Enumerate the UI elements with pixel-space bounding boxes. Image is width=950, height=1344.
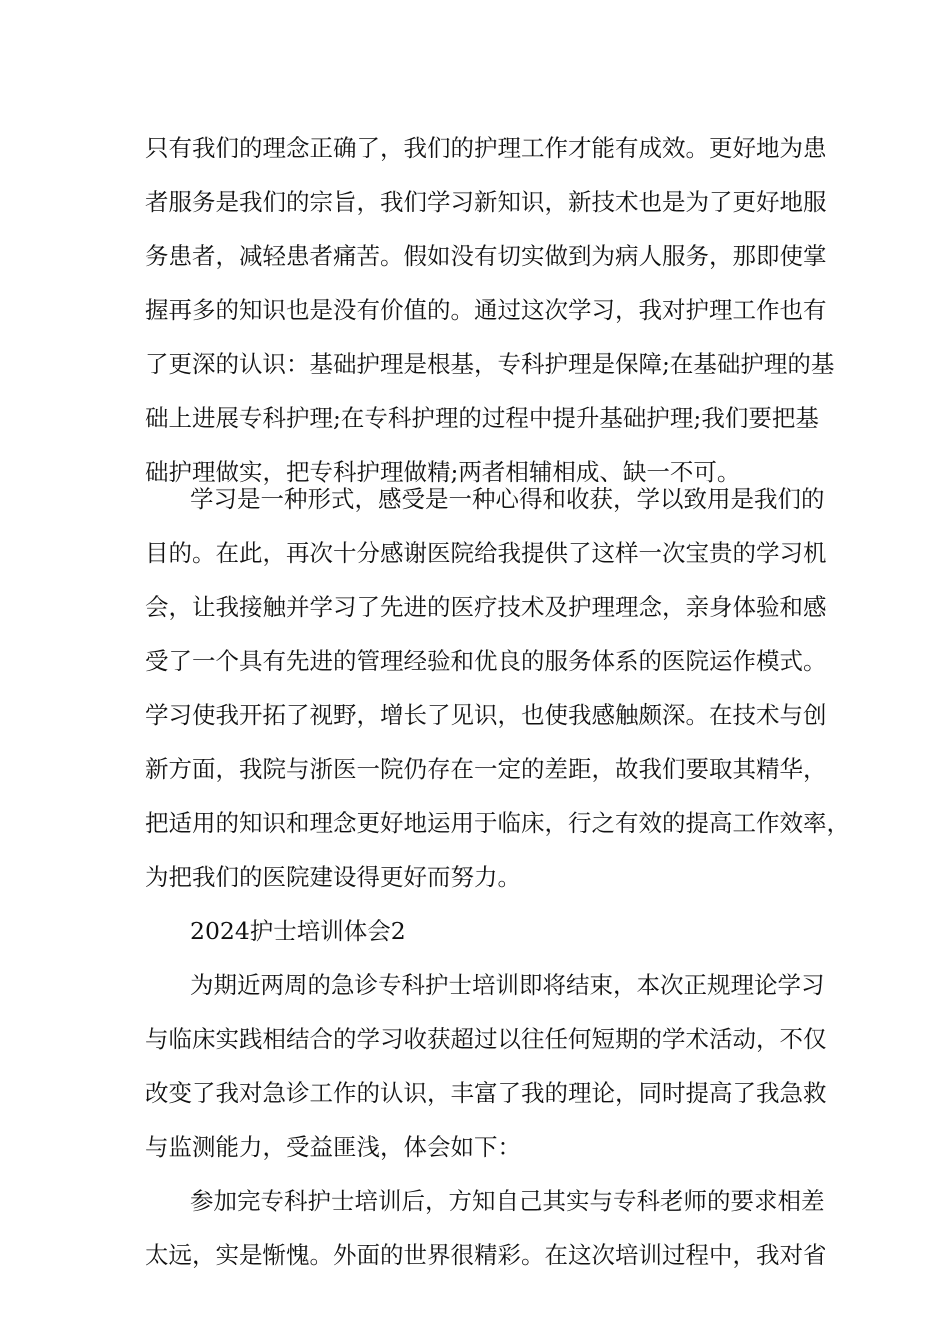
paragraph-line: 改变了我对急诊工作的认识，丰富了我的理论，同时提高了我急救	[145, 1079, 827, 1107]
paragraph-line: 新方面，我院与浙医一院仍存在一定的差距，故我们要取其精华，	[145, 755, 827, 783]
paragraph-line: 为把我们的医院建设得更好而努力。	[145, 863, 521, 891]
paragraph-line: 者服务是我们的宗旨，我们学习新知识，新技术也是为了更好地服	[145, 188, 827, 216]
paragraph-line: 学习使我开拓了视野，增长了见识，也使我感触颇深。在技术与创	[145, 701, 827, 729]
paragraph-line: 太远，实是惭愧。外面的世界很精彩。在这次培训过程中，我对省	[145, 1241, 827, 1269]
paragraph-line: 会，让我接触并学习了先进的医疗技术及护理理念，亲身体验和感	[145, 593, 827, 621]
paragraph-line: 了更深的认识：基础护理是根基，专科护理是保障;在基础护理的基	[145, 350, 835, 378]
paragraph-line: 握再多的知识也是没有价值的。通过这次学习，我对护理工作也有	[145, 296, 827, 324]
paragraph-line: 目的。在此，再次十分感谢医院给我提供了这样一次宝贵的学习机	[145, 539, 827, 567]
paragraph-line: 参加完专科护士培训后，方知自己其实与专科老师的要求相差	[190, 1187, 825, 1215]
paragraph-line: 务患者，减轻患者痛苦。假如没有切实做到为病人服务，那即使掌	[145, 242, 827, 270]
paragraph-line: 与临床实践相结合的学习收获超过以往任何短期的学术活动，不仅	[145, 1025, 827, 1053]
section-heading: 2024护士培训体会2	[190, 917, 406, 945]
paragraph-line: 只有我们的理念正确了，我们的护理工作才能有成效。更好地为患	[145, 134, 827, 162]
paragraph-line: 把适用的知识和理念更好地运用于临床，行之有效的提高工作效率，	[145, 809, 850, 837]
paragraph-line: 学习是一种形式，感受是一种心得和收获，学以致用是我们的	[190, 485, 825, 513]
paragraph-line: 为期近两周的急诊专科护士培训即将结束，本次正规理论学习	[190, 971, 825, 999]
paragraph-line: 受了一个具有先进的管理经验和优良的服务体系的医院运作模式。	[145, 647, 827, 675]
paragraph-line: 础护理做实，把专科护理做精;两者相辅相成、缺一不可。	[145, 458, 741, 486]
paragraph-line: 础上进展专科护理;在专科护理的过程中提升基础护理;我们要把基	[145, 404, 819, 432]
paragraph-line: 与监测能力，受益匪浅，体会如下：	[145, 1133, 521, 1161]
